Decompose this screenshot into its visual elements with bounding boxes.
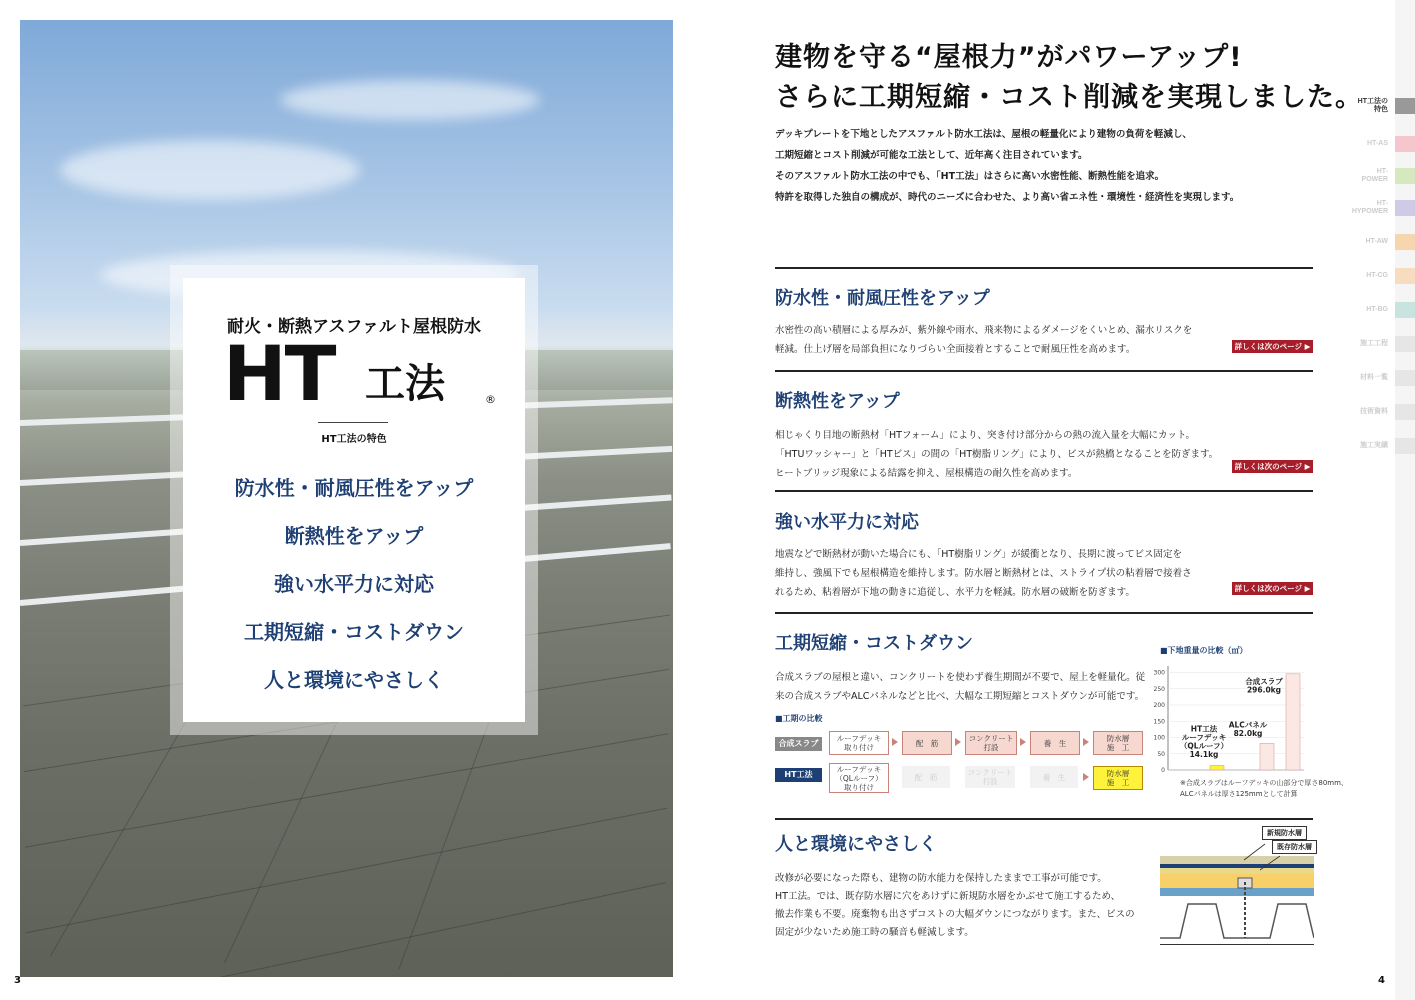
body-line: HT工法。では、既存防水層に穴をあけずに新規防水層をかぶせて施工するため、 xyxy=(775,891,1121,902)
section-divider xyxy=(775,490,1313,492)
nav-color-chip[interactable] xyxy=(1395,200,1415,216)
nav-item[interactable]: HT-AS xyxy=(1367,140,1388,147)
card-feature: 断熱性をアップ xyxy=(284,524,424,548)
schedule-step xyxy=(829,763,889,793)
section-title: 防水性・耐風圧性をアップ xyxy=(775,288,990,309)
nav-item[interactable]: HT- HYPOWER xyxy=(1351,200,1388,215)
body-line: 「HTUワッシャー」と「HTビス」の間の「HT樹脂リング」により、ビスが熱橋となることを防ぎます。 xyxy=(775,449,1219,460)
schedule-step xyxy=(829,731,889,755)
nav-color-chip[interactable] xyxy=(1395,336,1415,352)
section-body xyxy=(775,426,1218,483)
section-title: 強い水平力に対応 xyxy=(775,512,919,533)
section-body xyxy=(775,321,1192,359)
chart-data-label-line: ルーフデッキ xyxy=(1181,732,1227,742)
intro-text xyxy=(775,124,1239,208)
step-label: コンクリート 打設 xyxy=(967,768,1013,786)
body-line: 水密性の高い積層による厚みが、紫外線や雨水、飛来物によるダメージをくいとめ、漏水リスクを xyxy=(775,325,1193,336)
arrow-right-icon xyxy=(1083,738,1089,746)
arrow-right-icon xyxy=(1083,773,1089,781)
step-label: 配 筋 xyxy=(914,772,938,782)
nav-item[interactable]: 材料一覧 xyxy=(1360,374,1388,381)
body-line: 改修が必要になった際も、建物の防水能力を保持したままで工事が可能です。 xyxy=(775,873,1107,884)
body-line: 相じゃくり目地の断熱材「HTフォーム」により、突き付け部分からの熱の流入量を大幅にカット。 xyxy=(775,430,1196,441)
card-feature: 工期短縮・コストダウン xyxy=(244,620,464,644)
nav-color-chip[interactable] xyxy=(1395,234,1415,250)
section-body xyxy=(775,870,1135,942)
schedule-step-highlight xyxy=(1093,766,1143,790)
card-subtitle: 耐火・断熱アスファルト屋根防水 xyxy=(227,317,481,337)
body-line: 軽減。仕上げ層を局部負担になりづらい全面接着とすることで耐風圧性を高めます。 xyxy=(775,344,1136,355)
chart-data-label-line: （QLルーフ） xyxy=(1179,741,1229,751)
body-line: 地震などで断熱材が動いた場合にも、「HT樹脂リング」が緩衝となり、長期に渡ってビス固定を xyxy=(775,549,1183,560)
nav-item[interactable]: HT-AW xyxy=(1365,238,1388,245)
body-line: 来の合成スラブやALCパネルなどと比べ、大幅な工期短縮とコストダウンが可能です。 xyxy=(775,691,1145,702)
page-number-left: 3 xyxy=(14,975,21,986)
nav-item[interactable]: 施工実績 xyxy=(1360,442,1388,449)
section-title: 工期短縮・コストダウン xyxy=(775,633,973,654)
note-line: ※合成スラブはルーフデッキの山部分で厚さ80mm、 xyxy=(1180,779,1348,787)
section-bottom-line xyxy=(1160,944,1314,945)
step-label: コンクリート 打設 xyxy=(968,734,1014,752)
schedule-step-skipped xyxy=(965,766,1015,788)
body-line: ヒートブリッジ現象による結露を抑え、屋根構造の耐久性を高めます。 xyxy=(775,468,1078,479)
chart-tick-label: 0 xyxy=(1161,767,1165,774)
body-line: れるため、粘着層が下地の動きに追従し、水平力を軽減。防水層の破断を防ぎます。 xyxy=(775,587,1135,598)
headline-line: さらに工期短縮・コスト削減を実現しました。 xyxy=(775,82,1363,113)
registered-mark: ® xyxy=(485,393,496,406)
step-label: 配 筋 xyxy=(915,738,939,748)
nav-item[interactable]: HT- POWER xyxy=(1361,168,1388,183)
schedule-row-label: HT工法 xyxy=(775,768,822,782)
arrow-right-icon xyxy=(1020,738,1026,746)
section-divider xyxy=(775,370,1313,372)
step-label: 防水層 施 工 xyxy=(1106,734,1130,752)
chart-tick-label: 100 xyxy=(1153,734,1165,742)
intro-line: デッキプレートを下地としたアスファルト防水工法は、屋根の軽量化により建物の負荷を軽減し、 xyxy=(775,129,1192,140)
schedule-row-label: 合成スラブ xyxy=(775,737,822,751)
step-label: ルーフデッキ （QLルーフ） 取り付け xyxy=(835,764,883,792)
chart-data-label xyxy=(1245,676,1283,695)
chart-bar xyxy=(1260,743,1274,770)
body-line: 維持し、強風下でも屋根構造を維持します。防水層と断熱材とは、ストライプ状の粘着層で接着さ xyxy=(775,568,1192,579)
nav-color-chip[interactable] xyxy=(1395,268,1415,284)
headline xyxy=(775,38,1363,118)
section-title: 人と環境にやさしく xyxy=(775,834,937,855)
ht-logo-latin: HT xyxy=(223,329,335,418)
chart-data-label-line: 82.0kg xyxy=(1233,728,1263,738)
body-line: 撤去作業も不要。廃棄物も出さずコストの大幅ダウンにつながります。また、ビスの xyxy=(775,909,1135,920)
card-divider xyxy=(318,422,388,423)
chart-data-label-line: 合成スラブ xyxy=(1245,676,1283,686)
chart-tick-label: 300 xyxy=(1153,669,1165,677)
section-title: 断熱性をアップ xyxy=(775,391,900,412)
schedule-step xyxy=(965,731,1017,755)
body-line: 合成スラブの屋根と違い、コンクリートを使わず養生期間が不要で、屋上を軽量化。従 xyxy=(775,672,1146,683)
chart-tick-label: 200 xyxy=(1153,702,1165,709)
schedule-step-skipped xyxy=(1030,766,1078,788)
schedule-step xyxy=(1093,731,1143,755)
chart-title: ■下地重量の比較（㎡） xyxy=(1160,646,1248,655)
chart-bar xyxy=(1286,674,1300,770)
intro-line: そのアスファルト防水工法の中でも、「HT工法」はさらに高い水密性能、断熱性能を追求。 xyxy=(775,171,1165,182)
step-label: ルーフデッキ 取り付け xyxy=(836,734,882,752)
arrow-right-icon xyxy=(955,738,961,746)
headline-line: 建物を守る“屋根力”がパワーアップ! xyxy=(775,42,1243,73)
new-layer-label: 新規防水層 xyxy=(1262,826,1307,840)
page-number-right: 4 xyxy=(1378,975,1385,986)
section-body xyxy=(775,668,1145,706)
card-label: HT工法の特色 xyxy=(321,434,387,445)
chart-note xyxy=(1180,778,1348,800)
chart-tick-label: 50 xyxy=(1157,750,1165,758)
step-label: 養 生 xyxy=(1043,738,1067,748)
body-line: 固定が少ないため施工時の騒音も軽減します。 xyxy=(775,927,974,938)
nav-color-chip[interactable] xyxy=(1395,404,1415,420)
chart-data-label-line: HT工法 xyxy=(1190,724,1218,734)
card-feature: 人と環境にやさしく xyxy=(264,668,444,692)
chart-tick-label: 150 xyxy=(1153,718,1165,726)
schedule-step xyxy=(902,731,952,755)
note-line: ALCパネルは厚さ125mmとして計算 xyxy=(1180,790,1298,798)
nav-item[interactable]: HT-CG xyxy=(1366,272,1388,279)
step-label: 防水層 施 工 xyxy=(1106,769,1130,787)
schedule-heading: ■工期の比較 xyxy=(775,714,823,723)
nav-item[interactable]: 技術資料 xyxy=(1360,408,1388,415)
weight-chart xyxy=(1150,660,1310,778)
nav-item[interactable]: 施工工程 xyxy=(1360,340,1388,347)
arrow-right-icon xyxy=(892,738,898,746)
nav-item[interactable]: HT工法の 特色 xyxy=(1357,98,1388,113)
more-link-button[interactable]: 詳しくは次のページ ▶ xyxy=(1232,582,1313,595)
old-layer-label: 既存防水層 xyxy=(1272,840,1317,854)
nav-color-chip[interactable] xyxy=(1395,438,1415,454)
nav-color-chip[interactable] xyxy=(1395,302,1415,318)
section-divider xyxy=(775,267,1313,269)
section-divider xyxy=(775,612,1313,614)
section-divider xyxy=(775,818,1313,820)
intro-line: 特許を取得した独自の構成が、時代のニーズに合わせた、より高い省エネ性・環境性・経済性を実現します。 xyxy=(775,192,1240,203)
chart-data-label xyxy=(1229,719,1268,738)
ht-logo-kanji: 工法 xyxy=(365,361,445,407)
chart-bar xyxy=(1210,765,1224,770)
chart-data-label-line: 14.1kg xyxy=(1189,749,1219,759)
intro-line: 工期短縮とコスト削減が可能な工法として、近年高く注目されています。 xyxy=(775,150,1088,161)
card-feature: 強い水平力に対応 xyxy=(274,572,434,596)
more-link-button[interactable]: 詳しくは次のページ ▶ xyxy=(1232,460,1313,473)
schedule-step-skipped xyxy=(902,766,950,788)
card-feature: 防水性・耐風圧性をアップ xyxy=(234,476,474,500)
title-card xyxy=(183,278,525,722)
chart-data-label-line: 296.0kg xyxy=(1246,685,1282,695)
nav-color-chip[interactable] xyxy=(1395,98,1415,114)
more-link-button[interactable]: 詳しくは次のページ ▶ xyxy=(1232,340,1313,353)
schedule-step xyxy=(1030,731,1080,755)
chart-tick-label: 250 xyxy=(1153,685,1165,693)
nav-color-chip[interactable] xyxy=(1395,136,1415,152)
chart-data-label-line: ALCパネル xyxy=(1228,720,1268,730)
step-label: 養 生 xyxy=(1042,772,1066,782)
nav-color-chip[interactable] xyxy=(1395,370,1415,386)
nav-item[interactable]: HT-BG xyxy=(1366,306,1388,313)
nav-color-chip[interactable] xyxy=(1395,168,1415,184)
section-body xyxy=(775,545,1192,602)
